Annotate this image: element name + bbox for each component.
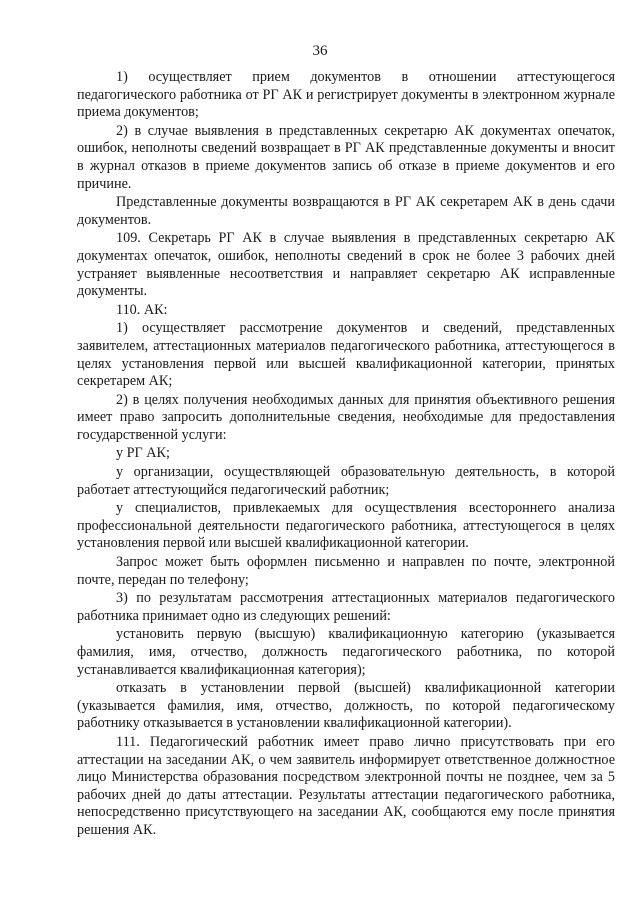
paragraph-source-rg-ak: у РГ АК; <box>116 445 170 462</box>
paragraph-110-1: 1) осуществляет рассмотрение документов и сведений, представленных заявителем, аттестационных материалов педагогического работника, аттестующегося в целях установления первой или высшей квалификационной категории, принятых секретарем АК; <box>77 320 615 390</box>
paragraph-decision-establish: установить первую (высшую) квалификационную категорию (указывается фамилия, имя, отчество, должность педагогического работника, по которой устанавливается квалификационная категория); <box>77 626 615 678</box>
paragraph-1-document-intake: 1) осуществляет прием документов в отношении аттестующегося педагогического работника от РГ АК и регистрирует документы в электронном журнале приема документов; <box>77 69 615 121</box>
paragraph-111: 111. Педагогический работник имеет право лично присутствовать при его аттестации на заседании АК, о чем заявитель информирует ответственное должностное лицо Министерства образования посредством электронной почты не позднее, чем за 5 рабочих дней до даты аттестации. Результаты аттестации педагогического работника, непосредственно присутствующего на заседании АК, сообщаются ему после принятия решения АК. <box>77 733 615 838</box>
paragraph-110-2: 2) в целях получения необходимых данных для принятия объективного решения имеет право запросить дополнительные сведения, необходимые для предоставления государственной услуги: <box>77 391 615 443</box>
document-body <box>77 69 615 841</box>
paragraph-source-organization: у организации, осуществляющей образовательную деятельность, в которой работает аттестующийся педагогический работник; <box>77 464 615 498</box>
page-number: 36 <box>312 43 328 59</box>
paragraph-110-3: 3) по результатам рассмотрения аттестационных материалов педагогического работника принимает одно из следующих решений: <box>77 590 615 624</box>
paragraph-2-errors-return: 2) в случае выявления в представленных секретарю АК документах опечаток, ошибок, неполноты сведений возвращает в РГ АК представленные документы и вносит в журнал отказов в приеме документов запись об отказе в приеме документов и его причине. <box>77 122 615 192</box>
paragraph-109: 109. Секретарь РГ АК в случае выявления в представленных секретарю АК документах опечаток, ошибок, неполноты сведений в срок не более 3 рабочих дней устраняет выявленные несоответствия и направляет секретарю АК исправленные документы. <box>77 230 615 300</box>
paragraph-decision-refuse: отказать в установлении первой (высшей) квалификационной категории (указывается фамилия, имя, отчество, должность, по которой педагогическому работнику отказывается в установлении квалификационной категории). <box>77 680 615 732</box>
paragraph-request-format: Запрос может быть оформлен письменно и направлен по почте, электронной почте, передан по телефону; <box>77 554 615 588</box>
paragraph-110-heading: 110. АК: <box>116 301 168 318</box>
paragraph-documents-returned: Представленные документы возвращаются в РГ АК секретарем АК в день сдачи документов. <box>77 194 615 228</box>
paragraph-source-specialists: у специалистов, привлекаемых для осуществления всестороннего анализа профессиональной деятельности педагогического работника, аттестующегося в целях установления первой или высшей квалификационной категории. <box>77 500 615 552</box>
